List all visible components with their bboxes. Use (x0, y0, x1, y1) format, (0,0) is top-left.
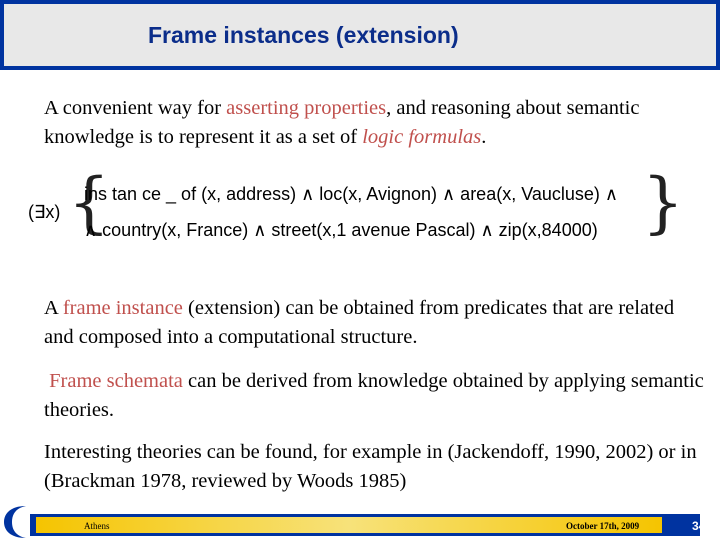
existential-quantifier: (∃x) (28, 202, 61, 222)
paragraph-frame-schemata (44, 367, 704, 425)
footer-date: October 17th, 2009 (566, 521, 640, 531)
slide-title: Frame instances (extension) (148, 22, 459, 48)
highlight-text: asserting properties (226, 97, 387, 119)
left-brace: { (68, 164, 110, 241)
text: (extension) can be obtained from predicates that are related and composed into a computational structure. (44, 297, 675, 348)
text: A convenient way for (44, 97, 227, 119)
paragraph-theories: Interesting theories can be found, for example in (Jackendoff, 1990, 2002) or in (Brackman 1978, reviewed by Woods 1985) (44, 441, 697, 492)
text: A (44, 297, 63, 319)
highlight-text: Frame schemata (49, 370, 183, 392)
right-brace: } (642, 164, 684, 241)
paragraph-intro (44, 94, 704, 152)
formula-line-1: ins tan ce _ of (x, address) ∧ loc(x, Avignon) ∧ area(x, Vaucluse) ∧ (84, 184, 619, 204)
footer-location: Athens (84, 521, 110, 531)
highlight-italic-text: logic formulas (362, 126, 482, 148)
formula-line-2: ∧ country(x, France) ∧ street(x,1 avenue Pascal) ∧ zip(x,84000) (84, 220, 598, 240)
logic-formula (28, 164, 684, 250)
logo-icon (0, 500, 30, 540)
highlight-text: frame instance (62, 297, 183, 319)
text: can be derived from knowledge obtained by applying semantic theories. (44, 370, 704, 421)
paragraph-frame-instance (44, 294, 704, 352)
text: , and reasoning about semantic knowledge is to represent it as a set of (44, 97, 640, 148)
page-number: 34 (692, 519, 706, 533)
text: . (481, 126, 487, 148)
